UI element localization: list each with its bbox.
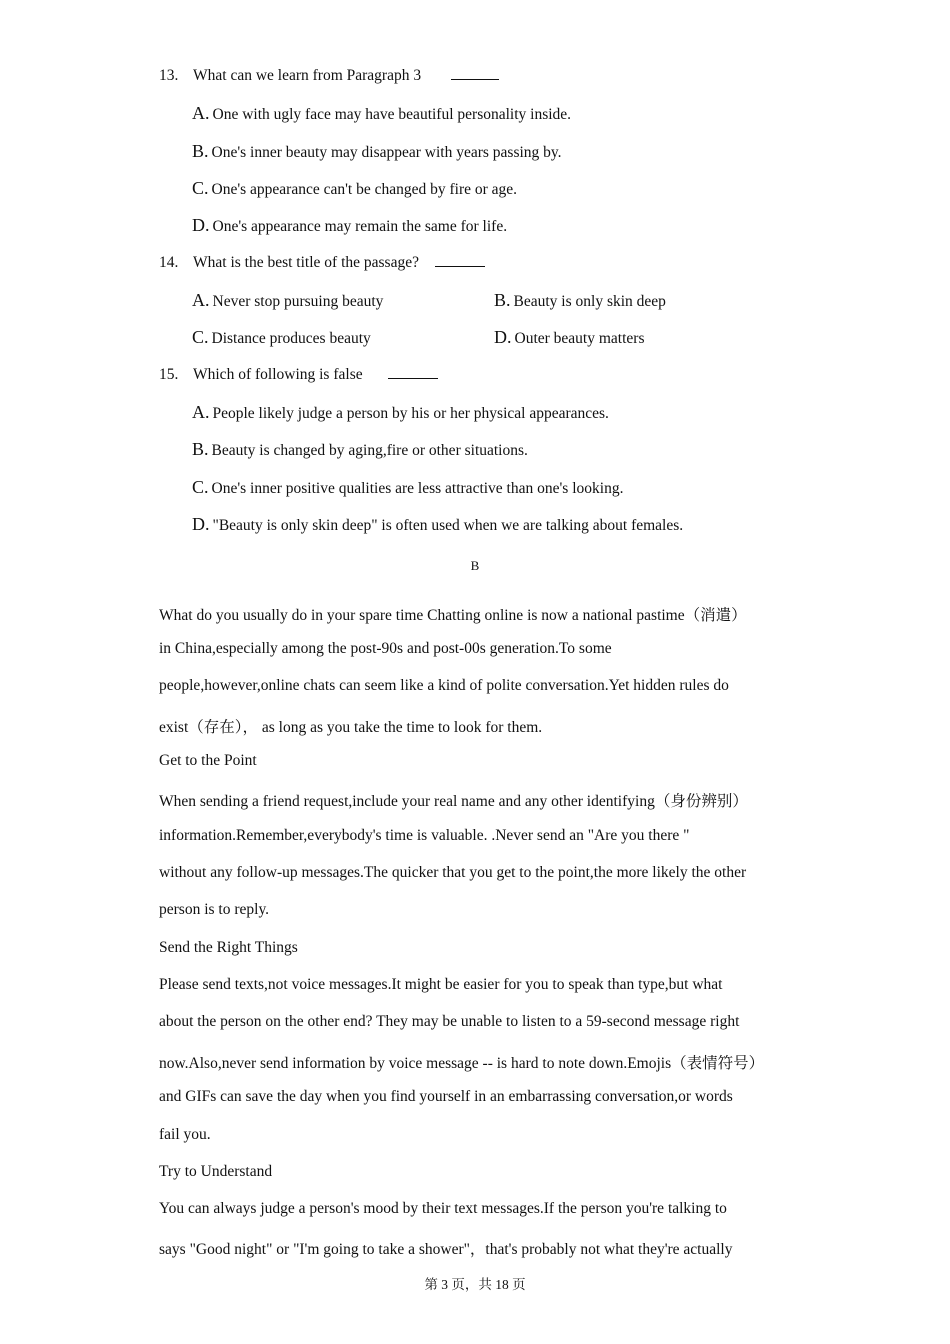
passage-line: What do you usually do in your spare time Chatting online is now a national pastime（消遣） <box>159 607 747 624</box>
passage-line: exist（存在）， as long as you take the time to look for them. <box>159 719 543 736</box>
option-text: One's appearance can't be changed by fire or age. <box>211 181 518 198</box>
option-14a[interactable] <box>192 290 383 311</box>
answer-blank[interactable] <box>388 377 438 379</box>
option-letter: B. <box>192 439 209 459</box>
option-letter: C. <box>192 178 209 198</box>
passage-line: says "Good night" or "I'm going to take a shower"，that's probably not what they're actually <box>159 1241 733 1258</box>
section-heading: Get to the Point <box>159 752 257 769</box>
answer-blank[interactable] <box>451 78 499 80</box>
passage-line: now.Also,never send information by voice message -- is hard to note down.Emojis（表情符号） <box>159 1055 765 1072</box>
option-letter: B. <box>192 141 209 161</box>
passage-line: people,however,online chats can seem like a kind of polite conversation.Yet hidden rules do <box>159 677 729 694</box>
question-text: What can we learn from Paragraph 3 <box>193 67 422 84</box>
option-text: One's appearance may remain the same for life. <box>212 218 508 235</box>
question-number: 13. <box>159 67 179 84</box>
option-letter: D. <box>192 215 210 235</box>
passage-line: information.Remember,everybody's time is valuable. .Never send an "Are you there " <box>159 827 690 844</box>
passage-line: person is to reply. <box>159 901 270 918</box>
option-14c[interactable] <box>192 327 371 348</box>
option-text: Distance produces beauty <box>211 330 371 347</box>
section-heading: Send the Right Things <box>159 939 298 956</box>
answer-blank[interactable] <box>435 265 485 267</box>
option-13a[interactable] <box>192 103 571 124</box>
question-14 <box>159 254 485 272</box>
option-text: One's inner positive qualities are less attractive than one's looking. <box>211 480 624 497</box>
option-13b[interactable] <box>192 141 562 162</box>
option-14b[interactable] <box>494 290 666 311</box>
passage-line: Please send texts,not voice messages.It might be easier for you to speak than type,but what <box>159 976 723 993</box>
section-heading: Try to Understand <box>159 1163 273 1180</box>
question-text: What is the best title of the passage? <box>193 254 419 271</box>
option-15d[interactable] <box>192 514 683 535</box>
passage-line: in China,especially among the post-90s and post-00s generation.To some <box>159 640 612 657</box>
option-text: One's inner beauty may disappear with years passing by. <box>211 144 562 161</box>
option-15a[interactable] <box>192 402 609 423</box>
option-text: Outer beauty matters <box>514 330 645 347</box>
question-15 <box>159 366 438 384</box>
option-13c[interactable] <box>192 178 517 199</box>
option-13d[interactable] <box>192 215 507 236</box>
passage-line: and GIFs can save the day when you find yourself in an embarrassing conversation,or words <box>159 1088 733 1105</box>
option-letter: A. <box>192 103 210 123</box>
passage-line: You can always judge a person's mood by their text messages.If the person you're talking to <box>159 1200 727 1217</box>
question-number: 15. <box>159 366 179 383</box>
section-label: B <box>470 558 480 573</box>
option-letter: A. <box>192 290 210 310</box>
option-text: Beauty is changed by aging,fire or other situations. <box>211 442 528 459</box>
option-letter: C. <box>192 327 209 347</box>
page-footer: 第 3 页，共 18 页 <box>424 1277 526 1292</box>
option-14d[interactable] <box>494 327 644 348</box>
option-15c[interactable] <box>192 477 623 498</box>
passage-line: When sending a friend request,include your real name and any other identifying（身份辨别） <box>159 793 748 810</box>
option-text: One with ugly face may have beautiful personality inside. <box>212 106 572 123</box>
passage-line: fail you. <box>159 1126 211 1143</box>
option-letter: C. <box>192 477 209 497</box>
question-13 <box>159 67 499 85</box>
option-letter: B. <box>494 290 511 310</box>
passage-line: without any follow-up messages.The quicker that you get to the point,the more likely the other <box>159 864 747 881</box>
question-number: 14. <box>159 254 179 271</box>
option-letter: D. <box>192 514 210 534</box>
option-text: Never stop pursuing beauty <box>212 293 384 310</box>
option-letter: D. <box>494 327 512 347</box>
option-text: People likely judge a person by his or her physical appearances. <box>212 405 609 422</box>
option-text: Beauty is only skin deep <box>513 293 666 310</box>
question-text: Which of following is false <box>193 366 363 383</box>
option-text: "Beauty is only skin deep" is often used when we are talking about females. <box>212 517 684 534</box>
option-letter: A. <box>192 402 210 422</box>
option-15b[interactable] <box>192 439 528 460</box>
passage-line: about the person on the other end? They may be unable to listen to a 59-second message right <box>159 1013 740 1030</box>
